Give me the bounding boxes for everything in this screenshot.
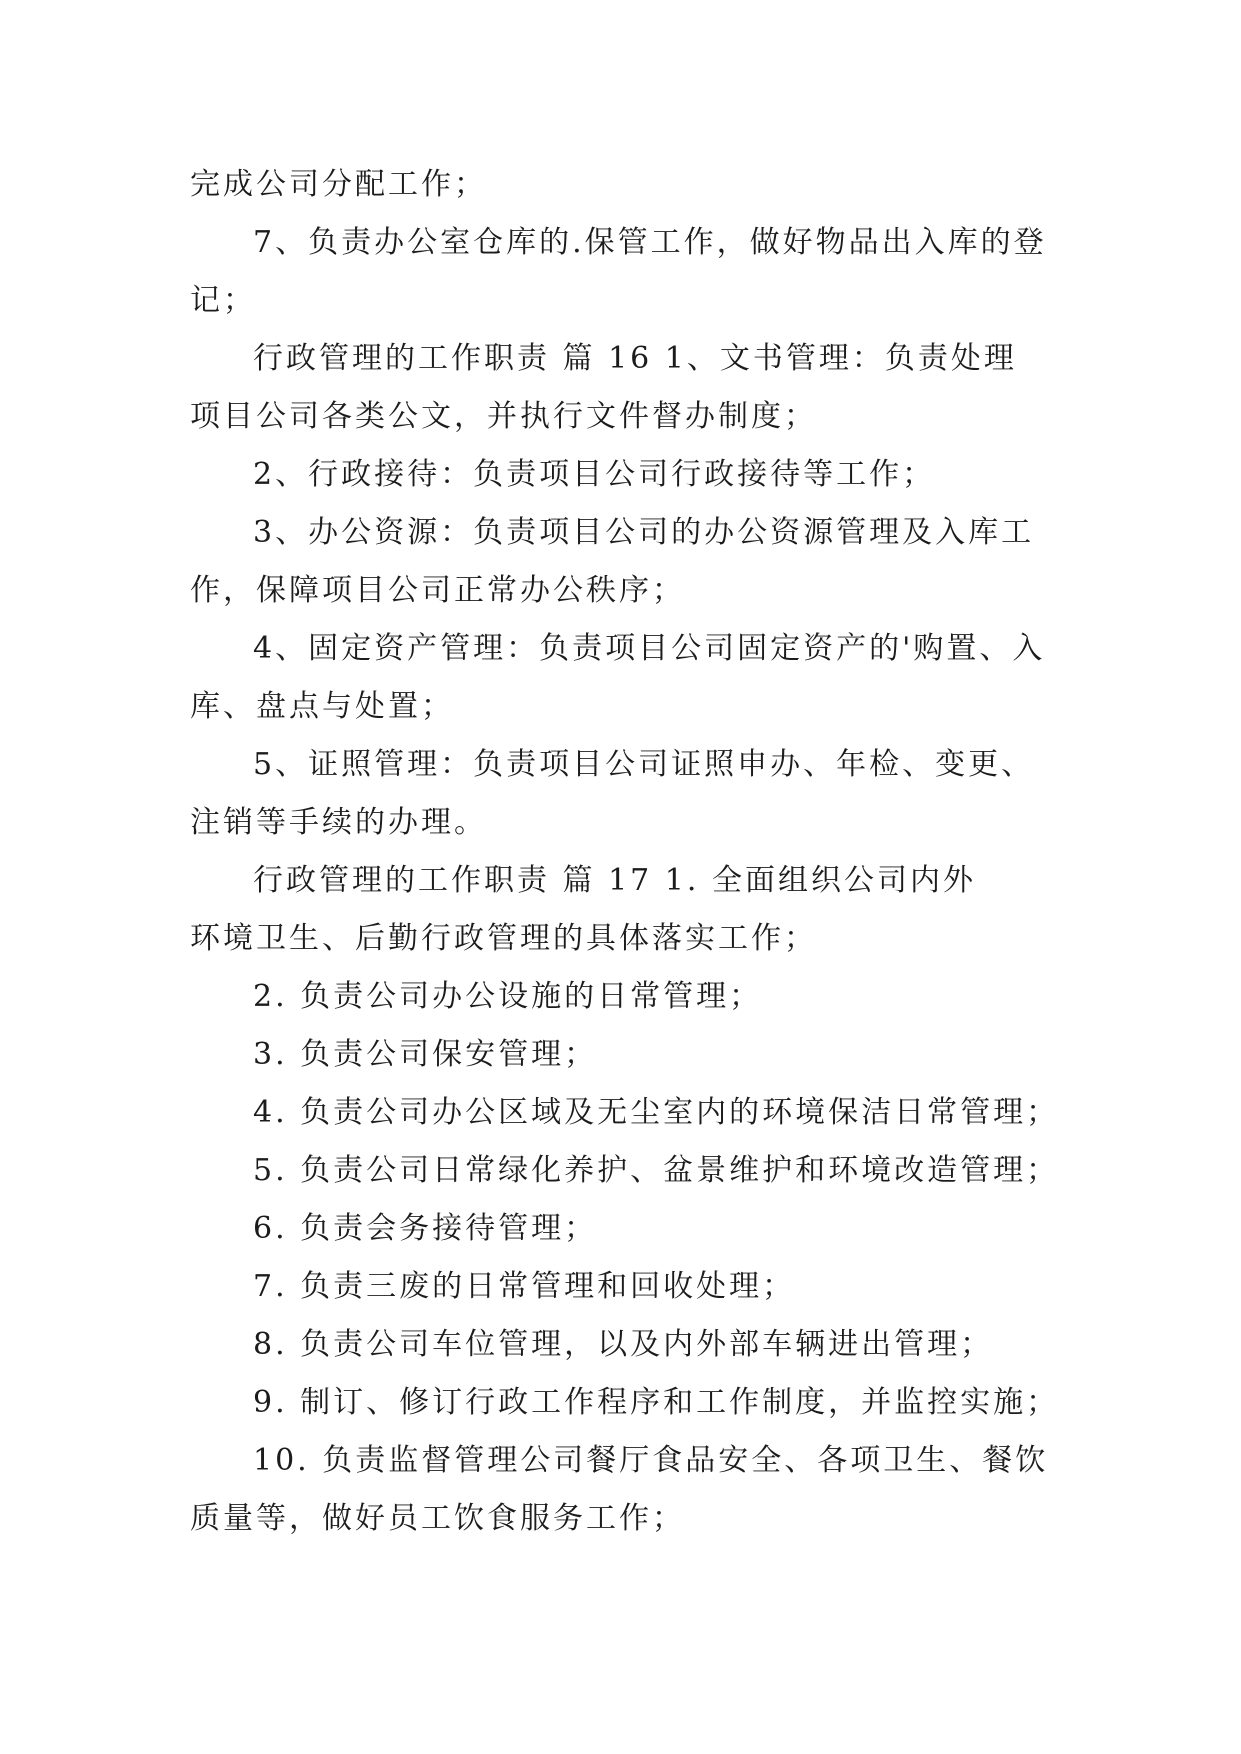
text-line: 9. 制订、修订行政工作程序和工作制度，并监控实施； — [253, 1385, 1060, 1420]
text-line: 完成公司分配工作； — [190, 167, 487, 202]
text-line: 2. 负责公司办公设施的日常管理； — [253, 979, 763, 1014]
text-line: 注销等手续的办理。 — [190, 805, 487, 840]
text-line: 环境卫生、后勤行政管理的具体落实工作； — [190, 921, 817, 956]
text-line: 2、行政接待：负责项目公司行政接待等工作； — [253, 457, 936, 492]
section-heading-17: 行政管理的工作职责 篇 17 1. 全面组织公司内外 — [253, 863, 976, 898]
text-line: 5. 负责公司日常绿化养护、盆景维护和环境改造管理； — [253, 1153, 1060, 1188]
text-line: 8. 负责公司车位管理，以及内外部车辆进出管理； — [253, 1327, 994, 1362]
text-line: 作，保障项目公司正常办公秩序； — [190, 573, 685, 608]
text-line: 项目公司各类公文，并执行文件督办制度； — [190, 399, 817, 434]
text-line: 5、证照管理：负责项目公司证照申办、年检、变更、 — [253, 747, 1035, 782]
text-line: 库、盘点与处置； — [190, 689, 454, 724]
text-line: 7. 负责三废的日常管理和回收处理； — [253, 1269, 796, 1304]
text-line: 3、办公资源：负责项目公司的办公资源管理及入库工 — [253, 515, 1035, 550]
section-heading-16: 行政管理的工作职责 篇 16 1、文书管理：负责处理 — [253, 341, 1017, 376]
text-line: 质量等，做好员工饮食服务工作； — [190, 1501, 685, 1536]
text-line: 记； — [190, 283, 256, 318]
text-line: 7、负责办公室仓库的.保管工作，做好物品出入库的登 — [253, 225, 1047, 260]
text-line: 10. 负责监督管理公司餐厅食品安全、各项卫生、餐饮 — [253, 1443, 1049, 1478]
text-line: 4、固定资产管理：负责项目公司固定资产的'购置、入 — [253, 631, 1046, 666]
text-line: 3. 负责公司保安管理； — [253, 1037, 598, 1072]
text-line: 4. 负责公司办公区域及无尘室内的环境保洁日常管理； — [253, 1095, 1060, 1130]
text-line: 6. 负责会务接待管理； — [253, 1211, 598, 1246]
